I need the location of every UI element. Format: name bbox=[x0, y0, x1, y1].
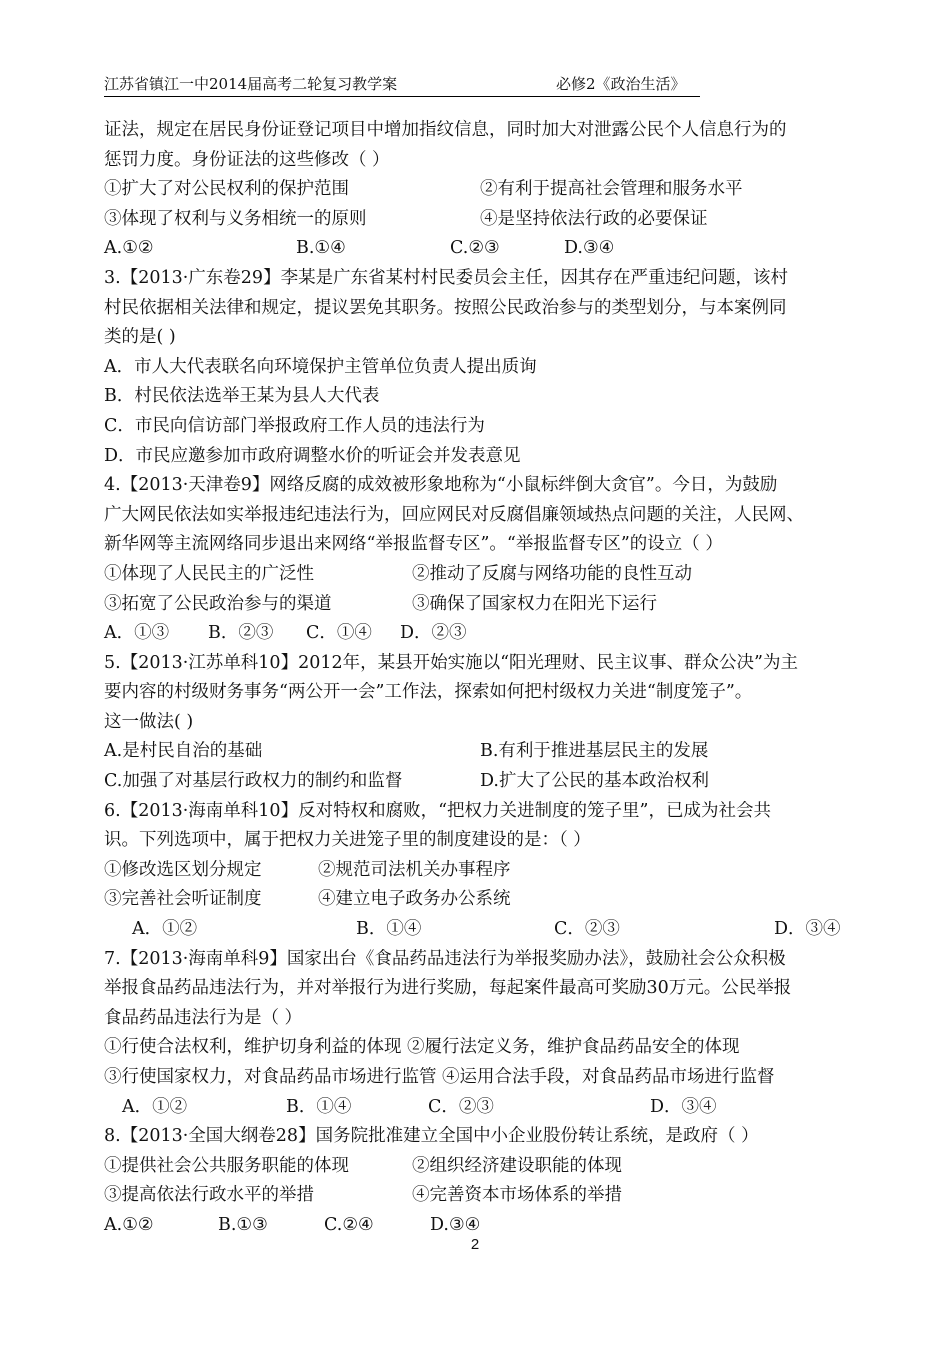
q4-line-1: 4.【2013·天津卷9】网络反腐的成效被形象地称为“小鼠标绊倒大贪官”。今日，为鼓励 bbox=[104, 475, 778, 496]
q6-answer-b: B．①④ bbox=[356, 919, 422, 940]
q2-options-row-2 bbox=[104, 205, 864, 235]
q6-line-1: 6.【2013·海南单科10】反对特权和腐败，“把权力关进制度的笼子里”，已成为社会共 bbox=[104, 800, 771, 821]
q3-answer-d: D．市民应邀参加市政府调整水价的听证会并发表意见 bbox=[104, 445, 521, 466]
q8-answer-a: A.①② bbox=[104, 1214, 154, 1235]
q8-option-3: ③提高依法行政水平的举措 bbox=[104, 1185, 314, 1206]
q6-option-3: ③完善社会听证制度 bbox=[104, 889, 262, 910]
q6-answers bbox=[104, 915, 864, 945]
q5-line-1: 5.【2013·江苏单科10】2012年，某县开始实施以“阳光理财、民主议事、群众公决”为主 bbox=[104, 652, 798, 673]
q3-answer-a: A．市人大代表联名向环境保护主管单位负责人提出质询 bbox=[104, 356, 537, 377]
q7-line-2: 举报食品药品违法行为，并对举报行为进行奖励，每起案件最高可奖励30万元。公民举报 bbox=[104, 978, 792, 999]
header-course-title: 必修2《政治生活》 bbox=[556, 75, 686, 93]
q6-options-row-1 bbox=[104, 856, 864, 886]
q6-options-row-2 bbox=[104, 885, 864, 915]
q2-options-row-1 bbox=[104, 175, 864, 205]
q2-answer-a: A.①② bbox=[104, 238, 154, 259]
q8-answer-c: C.②④ bbox=[324, 1214, 374, 1235]
q2-option-4: ④是坚持依法行政的必要保证 bbox=[480, 208, 708, 229]
q8-option-2: ②组织经济建设职能的体现 bbox=[412, 1155, 622, 1176]
q2-answers bbox=[104, 234, 864, 264]
q3-answer-b: B．村民依法选举王某为县人大代表 bbox=[104, 386, 380, 407]
q6-line-2: 识。下列选项中，属于把权力关进笼子里的制度建设的是：（ ） bbox=[104, 830, 591, 851]
q7-answer-d: D．③④ bbox=[650, 1096, 717, 1117]
q4-options-row-2 bbox=[104, 590, 864, 620]
q8-line-1: 8.【2013·全国大纲卷28】国务院批准建立全国中小企业股份转让系统，是政府（ ） bbox=[104, 1126, 759, 1147]
q7-answers bbox=[104, 1093, 864, 1123]
q6-answer-d: D．③④ bbox=[774, 919, 841, 940]
q2-answer-c: C.②③ bbox=[450, 238, 500, 259]
q3-line-1: 3.【2013·广东卷29】李某是广东省某村村民委员会主任，因其存在严重违纪问题，该村 bbox=[104, 267, 789, 288]
q3-line-2: 村民依据相关法律和规定，提议罢免其职务。按照公民政治参与的类型划分，与本案例同 bbox=[104, 297, 787, 318]
q8-option-4: ④完善资本市场体系的举措 bbox=[412, 1185, 622, 1206]
document-body bbox=[104, 116, 864, 1241]
q4-line-2: 广大网民依法如实举报违纪违法行为，回应网民对反腐倡廉领域热点问题的关注，人民网、 bbox=[104, 504, 804, 525]
q8-options-row-2 bbox=[104, 1181, 864, 1211]
q8-answer-b: B.①③ bbox=[218, 1214, 268, 1235]
q4-answer-b: B．②③ bbox=[208, 623, 274, 644]
q6-answer-a: A．①② bbox=[132, 919, 198, 940]
q2-option-3: ③体现了权利与义务相统一的原则 bbox=[104, 208, 367, 229]
q2-line-2: 惩罚力度。身份证法的这些修改（ ） bbox=[104, 149, 390, 170]
q5-answer-c: C.加强了对基层行政权力的制约和监督 bbox=[104, 771, 403, 792]
q8-options-row-1 bbox=[104, 1152, 864, 1182]
q2-answer-b: B.①④ bbox=[296, 238, 346, 259]
q7-answer-a: A．①② bbox=[122, 1096, 188, 1117]
page-number: 2 bbox=[470, 1236, 480, 1253]
q6-option-1: ①修改选区划分规定 bbox=[104, 859, 262, 880]
q7-options-row-2: ③行使国家权力，对食品药品市场进行监管 ④运用合法手段，对食品药品市场进行监督 bbox=[104, 1067, 775, 1087]
q6-option-4: ④建立电子政务办公系统 bbox=[318, 889, 511, 910]
q4-answer-d: D．②③ bbox=[400, 623, 467, 644]
q6-answer-c: C．②③ bbox=[554, 919, 620, 940]
q5-line-2: 要内容的村级财务事务“两公开一会”工作法，探索如何把村级权力关进“制度笼子”。 bbox=[104, 682, 753, 703]
q4-answers bbox=[104, 619, 864, 649]
header-school-title: 江苏省镇江一中2014届高考二轮复习教学案 bbox=[104, 75, 398, 93]
q7-options-row-1: ①行使合法权利，维护切身利益的体现 ②履行法定义务，维护食品药品安全的体现 bbox=[104, 1037, 740, 1058]
q4-option-4: ③确保了国家权力在阳光下运行 bbox=[412, 593, 657, 614]
q7-answer-b: B．①④ bbox=[286, 1096, 352, 1117]
q2-answer-d: D.③④ bbox=[564, 238, 615, 259]
q7-answer-c: C．②③ bbox=[428, 1096, 494, 1117]
q5-answer-d: D.扩大了公民的基本政治权利 bbox=[480, 771, 709, 792]
page-header bbox=[104, 74, 700, 97]
q4-options-row-1 bbox=[104, 560, 864, 590]
q4-line-3: 新华网等主流网络同步退出来网络“举报监督专区”。“举报监督专区”的设立（ ） bbox=[104, 534, 723, 555]
q4-option-1: ①体现了人民民主的广泛性 bbox=[104, 563, 314, 584]
q3-answer-c: C．市民向信访部门举报政府工作人员的违法行为 bbox=[104, 415, 485, 436]
q5-line-3: 这一做法( ) bbox=[104, 711, 194, 732]
q5-answer-b: B.有利于推进基层民主的发展 bbox=[480, 741, 709, 762]
q8-answer-d: D.③④ bbox=[430, 1214, 481, 1235]
q2-line-1: 证法，规定在居民身份证登记项目中增加指纹信息，同时加大对泄露公民个人信息行为的 bbox=[104, 120, 787, 140]
q5-options-row-1 bbox=[104, 737, 864, 767]
q6-option-2: ②规范司法机关办事程序 bbox=[318, 859, 511, 880]
q4-option-3: ③拓宽了公民政治参与的渠道 bbox=[104, 593, 332, 614]
q7-line-1: 7.【2013·海南单科9】国家出台《食品药品违法行为举报奖励办法》，鼓励社会公众积极 bbox=[104, 948, 786, 969]
q4-answer-a: A．①③ bbox=[104, 623, 170, 644]
q2-option-2: ②有利于提高社会管理和服务水平 bbox=[480, 179, 743, 200]
q2-option-1: ①扩大了对公民权利的保护范围 bbox=[104, 179, 349, 200]
q5-options-row-2 bbox=[104, 767, 864, 797]
q4-answer-c: C．①④ bbox=[306, 623, 372, 644]
q5-answer-a: A.是村民自治的基础 bbox=[104, 741, 263, 762]
q8-option-1: ①提供社会公共服务职能的体现 bbox=[104, 1155, 349, 1176]
q4-option-2: ②推动了反腐与网络功能的良性互动 bbox=[412, 563, 692, 584]
q7-line-3: 食品药品违法行为是（ ） bbox=[104, 1007, 303, 1028]
q3-line-3: 类的是( ) bbox=[104, 327, 176, 348]
